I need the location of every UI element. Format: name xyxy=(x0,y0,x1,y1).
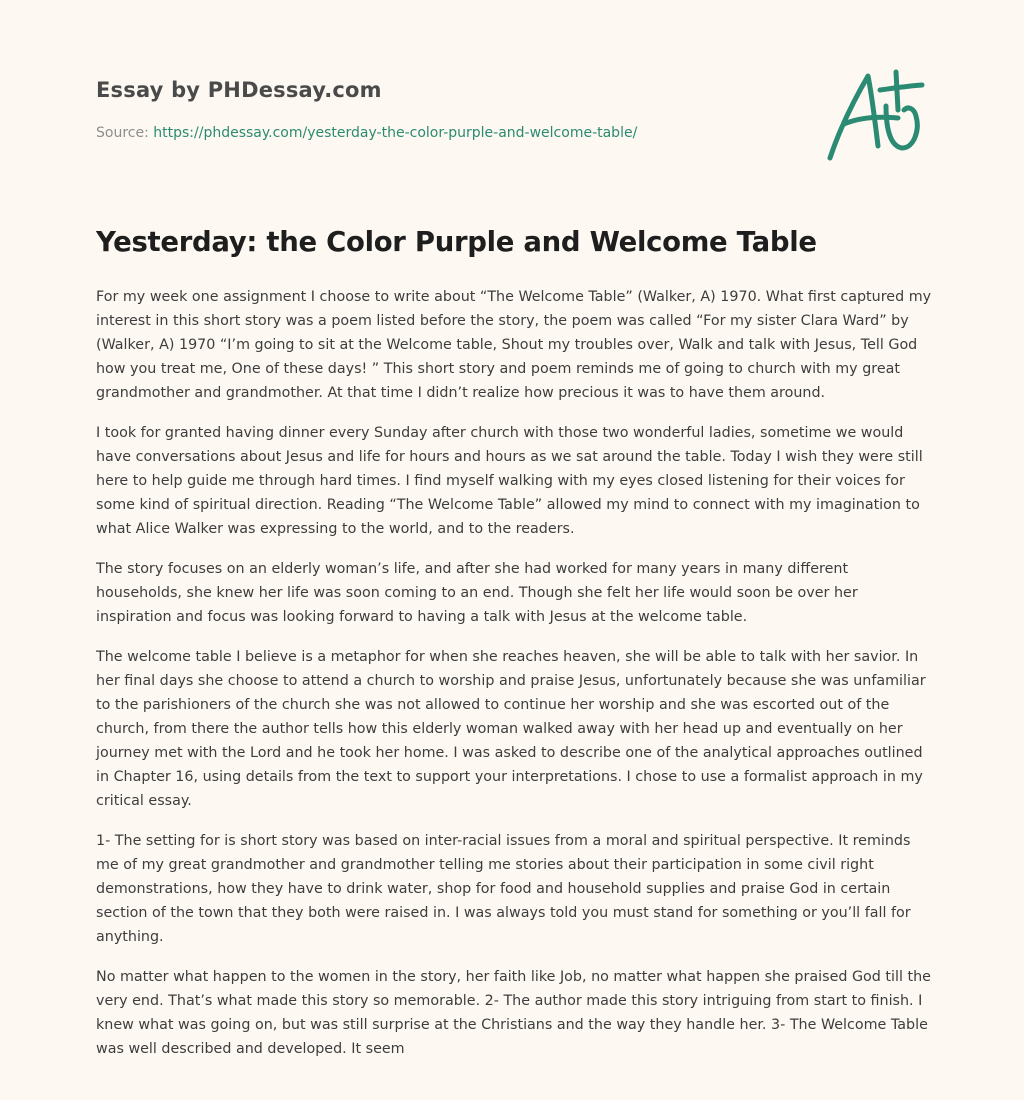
source-line xyxy=(96,125,637,141)
paragraph: I took for granted having dinner every Sunday after church with those two wonderful ladies, sometime we would have conversations about Jesus and life for hours and hours as we sat around the table. Today I wish they were still here to help guide me through hard times. I find myself walking with my eyes closed listening for their voices for some kind of spiritual direction. Reading “The Welcome Table” allowed my mind to connect with my imagination to what Alice Walker was expressing to the world, and to the readers. xyxy=(96,425,923,537)
article-body xyxy=(96,285,936,1077)
paragraph: 1- The setting for is short story was based on inter-racial issues from a moral and spiritual perspective. It reminds me of my great grandmother and grandmother telling me stories about their participation in some civil right demonstrations, how they have to drink water, shop for food and household supplies and praise God in certain section of the town that they both were raised in. I was always told you must stand for something or you’ll fall for anything. xyxy=(96,833,911,945)
source-link[interactable]: https://phdessay.com/yesterday-the-color-purple-and-welcome-table/ xyxy=(153,125,638,141)
a-plus-icon xyxy=(818,66,928,166)
paragraph: No matter what happen to the women in the story, her faith like Job, no matter what happen she praised God till the very end. That’s what made this story so memorable. 2- The author made this story intriguing from start to finish. I knew what was going on, but was still surprise at the Christians and the way they handle her. 3- The Welcome Table was well described and developed. It seem xyxy=(96,969,931,1057)
site-brand: Essay by PHDessay.com xyxy=(96,78,382,102)
paragraph: For my week one assignment I choose to write about “The Welcome Table” (Walker, A) 1970. What first captured my interest in this short story was a poem listed before the story, the poem was called “For my sister Clara Ward” by (Walker, A) 1970 “I’m going to sit at the Welcome table, Shout my troubles over, Walk and talk with Jesus, Tell God how you treat me, One of these days! ” This short story and poem reminds me of going to church with my great grandmother and grandmother. At that time I didn’t realize how precious it was to have them around. xyxy=(96,289,932,401)
paragraph: The welcome table I believe is a metaphor for when she reaches heaven, she will be able to talk with her savior. In her final days she choose to attend a church to worship and praise Jesus, unfortunately because she was unfamiliar to the parishioners of the church she was not allowed to continue her worship and she was escorted out of the church, from there the author tells how this elderly woman walked away with her head up and eventually on her journey met with the Lord and he took her home. I was asked to describe one of the analytical approaches outlined in Chapter 16, using details from the text to support your interpretations. I chose to use a formalist approach in my critical essay. xyxy=(96,649,926,809)
source-label: Source: xyxy=(96,125,154,141)
paragraph: The story focuses on an elderly woman’s life, and after she had worked for many years in many different households, she knew her life was soon coming to an end. Though she felt her life would soon be over her inspiration and focus was looking forward to having a talk with Jesus at the welcome table. xyxy=(96,561,858,625)
article-title: Yesterday: the Color Purple and Welcome Table xyxy=(96,226,817,258)
